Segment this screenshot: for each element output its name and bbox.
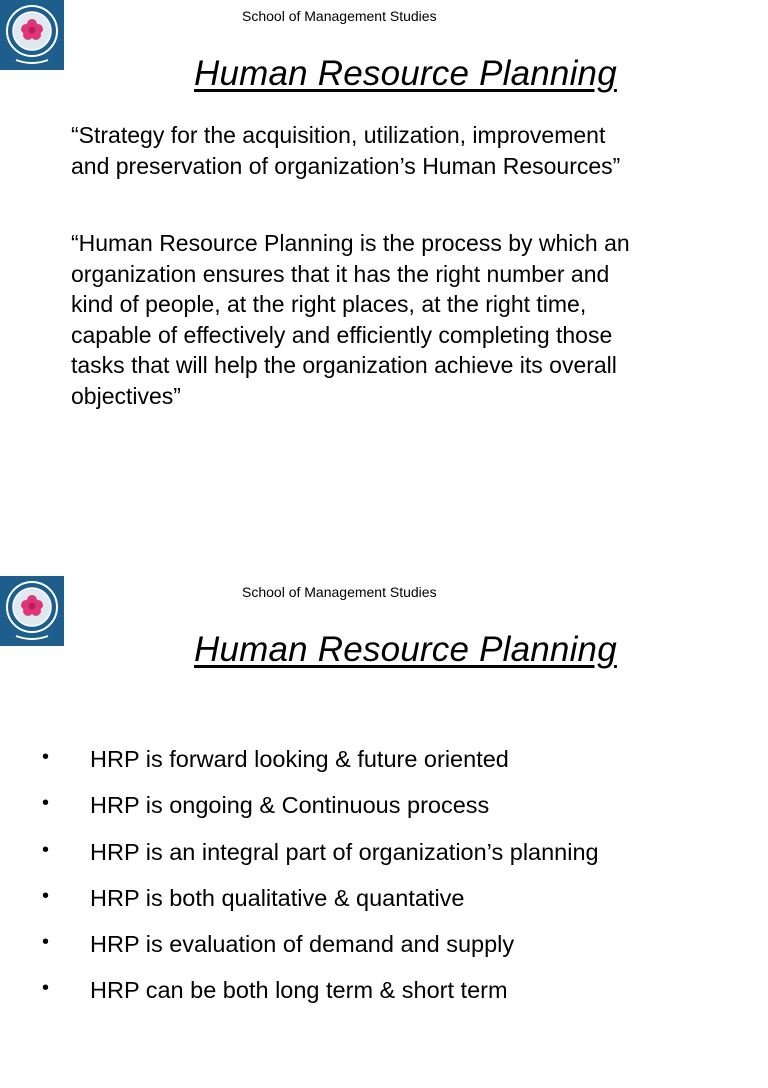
bullet-marker: • [42, 838, 50, 861]
bullet-text: HRP is evaluation of demand and supply [90, 931, 515, 958]
quote-line: and preservation of organization’s Human Resources” [71, 152, 621, 179]
definition-quote-1 [71, 120, 620, 181]
quote-line: capable of effectively and efficiently completing those [71, 321, 613, 348]
university-seal-icon [0, 0, 64, 70]
quote-line: objectives” [71, 382, 181, 409]
bullet-text: HRP is forward looking & future oriented [90, 746, 509, 772]
quote-line: “Strategy for the acquisition, utilization, improvement [71, 122, 606, 148]
bullet-text: HRP can be both long term & short term [90, 977, 508, 1004]
bullet-text: HRP is both qualitative & quantative [90, 884, 465, 911]
slide-title: Human Resource Planning [194, 54, 617, 93]
slide-2 [0, 576, 768, 1088]
slide-title: Human Resource Planning [194, 630, 617, 669]
quote-line: “Human Resource Planning is the process by which an [71, 230, 630, 256]
quote-line: kind of people, at the right places, at the right time, [71, 291, 587, 317]
university-seal-icon [0, 576, 64, 646]
bullet-marker: • [42, 931, 50, 954]
page-header: School of Management Studies [242, 584, 437, 600]
bullet-text: HRP is an integral part of organization’s planning [90, 838, 599, 865]
definition-quote-2 [71, 228, 630, 411]
page-header: School of Management Studies [242, 8, 437, 24]
bullet-marker: • [42, 792, 50, 815]
bullet-marker: • [42, 884, 50, 907]
bullet-text: HRP is ongoing & Continuous process [90, 792, 490, 819]
bullet-marker: • [42, 746, 50, 768]
quote-line: tasks that will help the organization achieve its overall [71, 352, 617, 378]
slide-1 [0, 0, 768, 512]
bullet-marker: • [42, 977, 50, 1000]
quote-line: organization ensures that it has the right number and [71, 260, 610, 287]
